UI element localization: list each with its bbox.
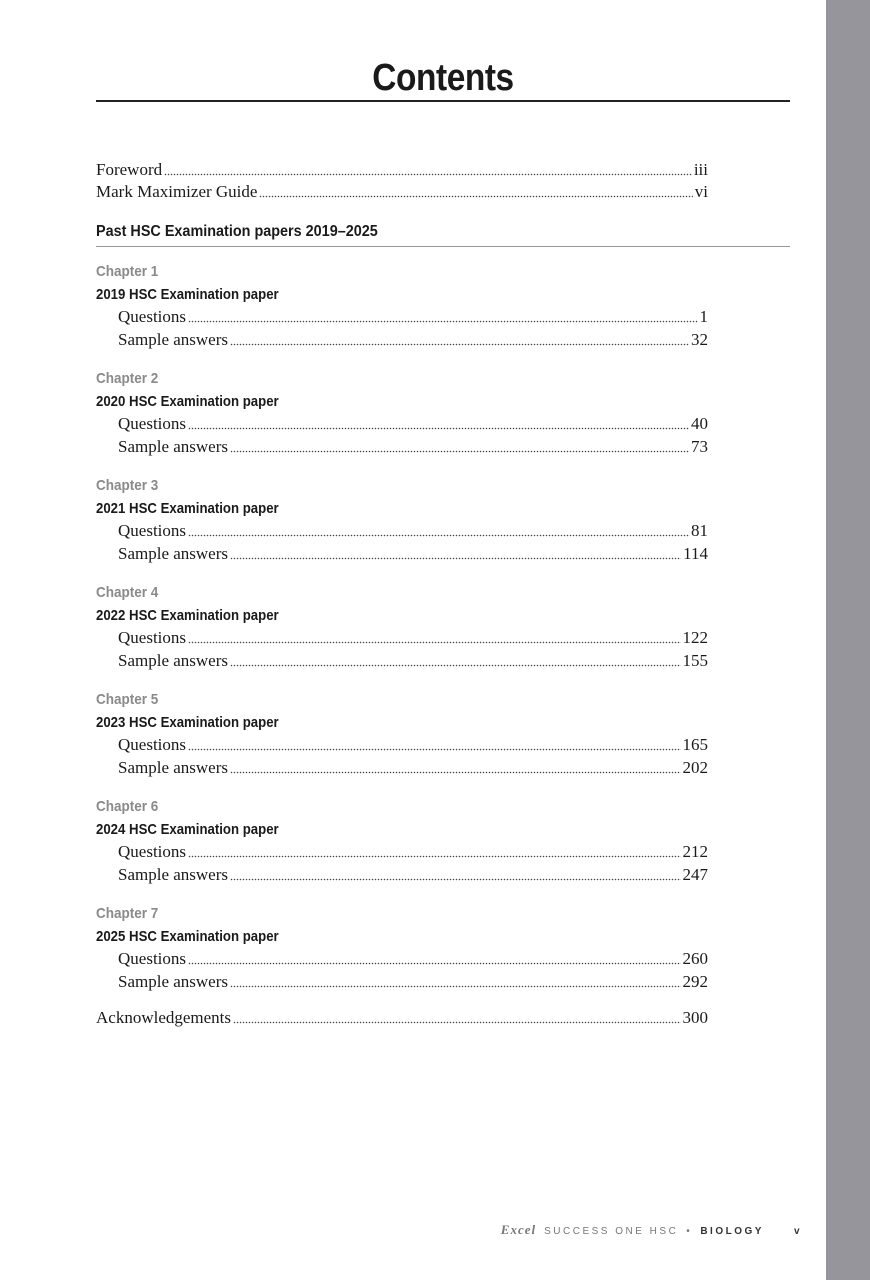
chapter-title: 2023 HSC Examination paper <box>96 714 279 731</box>
toc-entry-label: Sample answers <box>118 651 229 670</box>
chapter-title: 2022 HSC Examination paper <box>96 607 279 624</box>
dot-leader <box>230 662 680 667</box>
dot-leader <box>188 853 681 858</box>
page-title: Contents <box>372 57 514 99</box>
toc-entry[interactable] <box>118 650 708 672</box>
chapter-label: Chapter 7 <box>96 905 159 922</box>
dot-leader <box>233 1019 680 1024</box>
footer-page-number: v <box>793 1226 802 1237</box>
toc-entry[interactable] <box>118 306 708 328</box>
toc-entry-label: Questions <box>118 414 186 433</box>
dot-leader <box>188 639 681 644</box>
toc-entry-page: 212 <box>682 842 708 861</box>
toc-entry[interactable] <box>96 181 708 203</box>
toc-entry-label: Acknowledgements <box>96 1008 232 1027</box>
footer-separator: • <box>686 1226 693 1237</box>
toc-entry-page: 1 <box>699 307 708 326</box>
toc-entry-label: Sample answers <box>118 544 229 563</box>
chapter-title: 2025 HSC Examination paper <box>96 928 279 945</box>
chapter-label: Chapter 4 <box>96 584 159 601</box>
footer-subject: BIOLOGY <box>700 1226 764 1237</box>
toc-entry[interactable] <box>118 329 708 351</box>
toc-entry[interactable] <box>118 864 708 886</box>
toc-entry-label: Foreword <box>96 160 163 179</box>
toc-entry-page: 300 <box>682 1008 708 1027</box>
dot-leader <box>188 532 689 537</box>
toc-entry-label: Questions <box>118 521 186 540</box>
toc-entry[interactable] <box>118 734 708 756</box>
toc-entry-label: Sample answers <box>118 330 229 349</box>
toc-entry-page: 155 <box>682 651 708 670</box>
toc-entry-page: 202 <box>682 758 708 777</box>
toc-entry-label: Questions <box>118 628 186 647</box>
dot-leader <box>230 555 681 560</box>
dot-leader <box>188 960 681 965</box>
toc-entry-label: Sample answers <box>118 758 229 777</box>
section-divider <box>96 246 790 247</box>
toc-entry[interactable] <box>118 757 708 779</box>
toc-entry-page: 32 <box>691 330 708 349</box>
toc-entry-label: Questions <box>118 949 186 968</box>
toc-entry-label: Mark Maximizer Guide <box>96 182 258 201</box>
toc-entry-page: 114 <box>683 544 708 563</box>
section-heading: Past HSC Examination papers 2019–2025 <box>96 223 378 240</box>
dot-leader <box>230 876 680 881</box>
toc-entry[interactable] <box>118 971 708 993</box>
dot-leader <box>230 341 689 346</box>
toc-entry-label: Questions <box>118 307 186 326</box>
toc-entry[interactable] <box>118 627 708 649</box>
chapter-title: 2021 HSC Examination paper <box>96 500 279 517</box>
chapter-label: Chapter 2 <box>96 370 159 387</box>
toc-entry-page: iii <box>693 160 708 179</box>
dot-leader <box>188 746 681 751</box>
dot-leader <box>230 448 689 453</box>
dot-leader <box>188 425 689 430</box>
toc-entry-page: 165 <box>682 735 708 754</box>
toc-entry-page: 73 <box>691 437 708 456</box>
toc-entry[interactable] <box>96 1007 708 1029</box>
dot-leader <box>164 171 692 176</box>
chapter-label: Chapter 6 <box>96 798 159 815</box>
toc-entry[interactable] <box>118 841 708 863</box>
chapter-title: 2019 HSC Examination paper <box>96 286 279 303</box>
toc-entry-page: 81 <box>691 521 708 540</box>
toc-entry-page: 40 <box>691 414 708 433</box>
chapter-label: Chapter 3 <box>96 477 159 494</box>
dot-leader <box>259 193 692 198</box>
toc-entry[interactable] <box>96 159 708 181</box>
dot-leader <box>188 318 698 323</box>
dot-leader <box>230 769 680 774</box>
chapter-title: 2024 HSC Examination paper <box>96 821 279 838</box>
toc-entry-page: 122 <box>682 628 708 647</box>
chapter-title: 2020 HSC Examination paper <box>96 393 279 410</box>
toc-entry-page: 292 <box>682 972 708 991</box>
toc-entry[interactable] <box>118 436 708 458</box>
toc-entry-label: Questions <box>118 735 186 754</box>
footer-brand: Excel <box>500 1222 537 1237</box>
toc-entry-label: Sample answers <box>118 437 229 456</box>
footer-series: SUCCESS ONE HSC <box>544 1226 679 1237</box>
toc-entry-page: vi <box>694 182 708 201</box>
page-footer <box>501 1222 802 1238</box>
toc-entry-label: Sample answers <box>118 865 229 884</box>
title-divider <box>96 100 790 102</box>
toc-entry-page: 247 <box>682 865 708 884</box>
chapter-label: Chapter 1 <box>96 263 159 280</box>
toc-entry-page: 260 <box>682 949 708 968</box>
chapter-label: Chapter 5 <box>96 691 159 708</box>
toc-entry[interactable] <box>118 413 708 435</box>
dot-leader <box>230 983 680 988</box>
toc-entry[interactable] <box>118 520 708 542</box>
toc-entry[interactable] <box>118 948 708 970</box>
page-edge-tab <box>826 0 870 1280</box>
toc-entry[interactable] <box>118 543 708 565</box>
toc-entry-label: Questions <box>118 842 186 861</box>
toc-entry-label: Sample answers <box>118 972 229 991</box>
